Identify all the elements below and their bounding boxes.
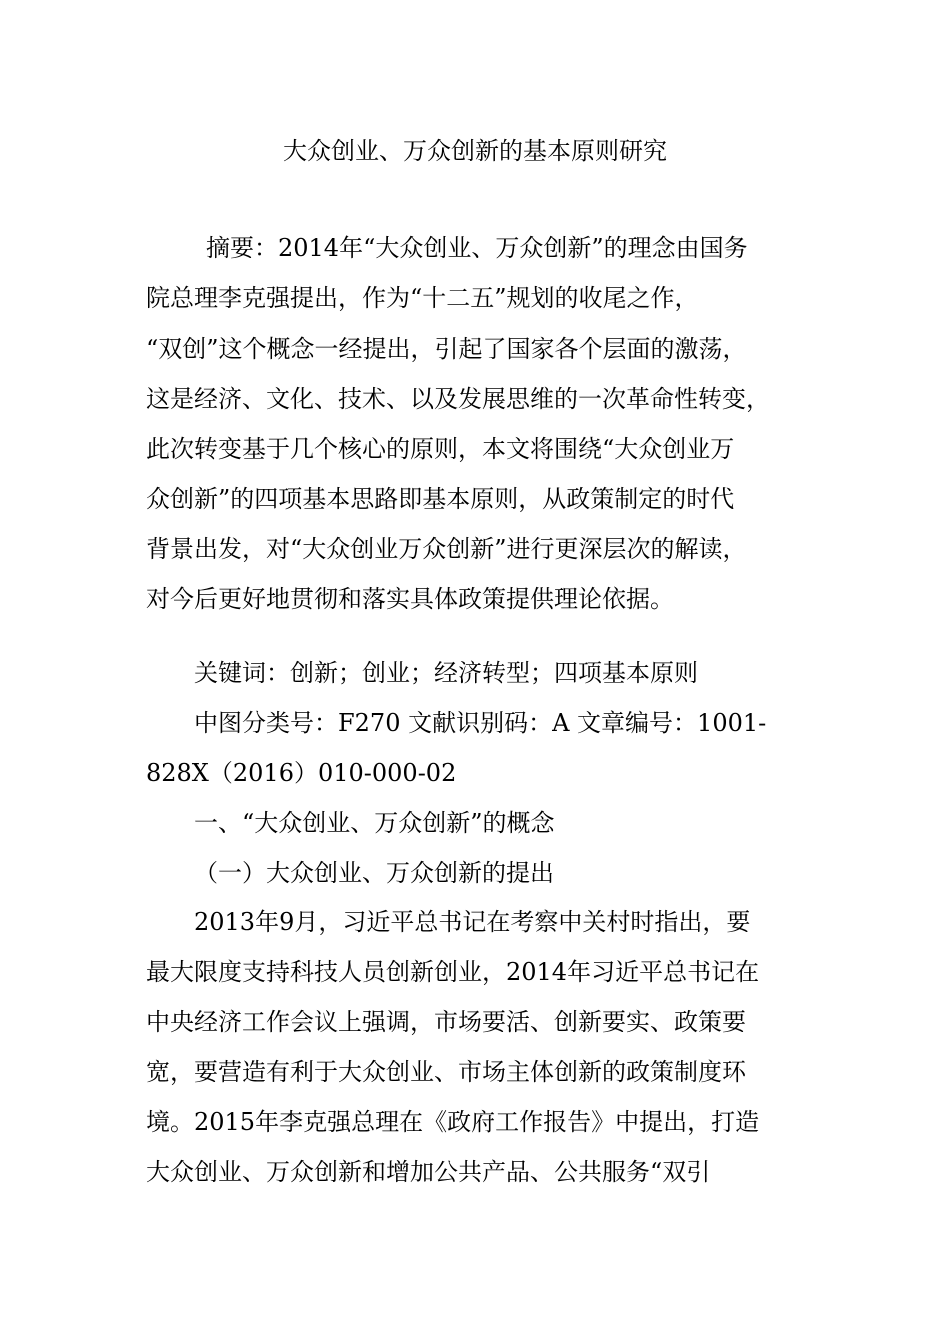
section-heading: 一、“大众创业、万众创新”的概念 xyxy=(194,809,555,837)
body-line: 2013年9月，习近平总书记在考察中关村时指出，要 xyxy=(194,908,751,936)
abstract-line: 对今后更好地贯彻和落实具体政策提供理论依据。 xyxy=(146,585,674,613)
abstract-line: 此次转变基于几个核心的原则，本文将围绕“大众创业万 xyxy=(146,435,735,463)
body-line: 大众创业、万众创新和增加公共产品、公共服务“双引 xyxy=(146,1158,711,1186)
abstract-line: “双创”这个概念一经提出，引起了国家各个层面的激荡， xyxy=(146,335,747,363)
classification-line: 中图分类号：F270 文献识别码：A 文章编号：1001- xyxy=(194,709,767,737)
keywords: 关键词：创新；创业；经济转型；四项基本原则 xyxy=(194,659,698,687)
classification-line: 828X（2016）010-000-02 xyxy=(146,759,457,787)
subsection-heading: （一）大众创业、万众创新的提出 xyxy=(194,859,554,887)
body-line: 境。2015年李克强总理在《政府工作报告》中提出，打造 xyxy=(146,1108,760,1136)
abstract-line: 院总理李克强提出，作为“十二五”规划的收尾之作， xyxy=(146,284,699,312)
body-line: 宽，要营造有利于大众创业、市场主体创新的政策制度环 xyxy=(146,1058,746,1086)
abstract-line: 众创新”的四项基本思路即基本原则，从政策制定的时代 xyxy=(146,485,735,513)
abstract-line: 这是经济、文化、技术、以及发展思维的一次革命性转变， xyxy=(146,385,770,413)
document-title: 大众创业、万众创新的基本原则研究 xyxy=(283,137,667,165)
body-line: 最大限度支持科技人员创新创业，2014年习近平总书记在 xyxy=(146,958,760,986)
abstract-line: 背景出发，对“大众创业万众创新”进行更深层次的解读， xyxy=(146,535,747,563)
abstract-line: 摘要：2014年“大众创业、万众创新”的理念由国务 xyxy=(206,234,748,262)
body-line: 中央经济工作会议上强调，市场要活、创新要实、政策要 xyxy=(146,1008,746,1036)
